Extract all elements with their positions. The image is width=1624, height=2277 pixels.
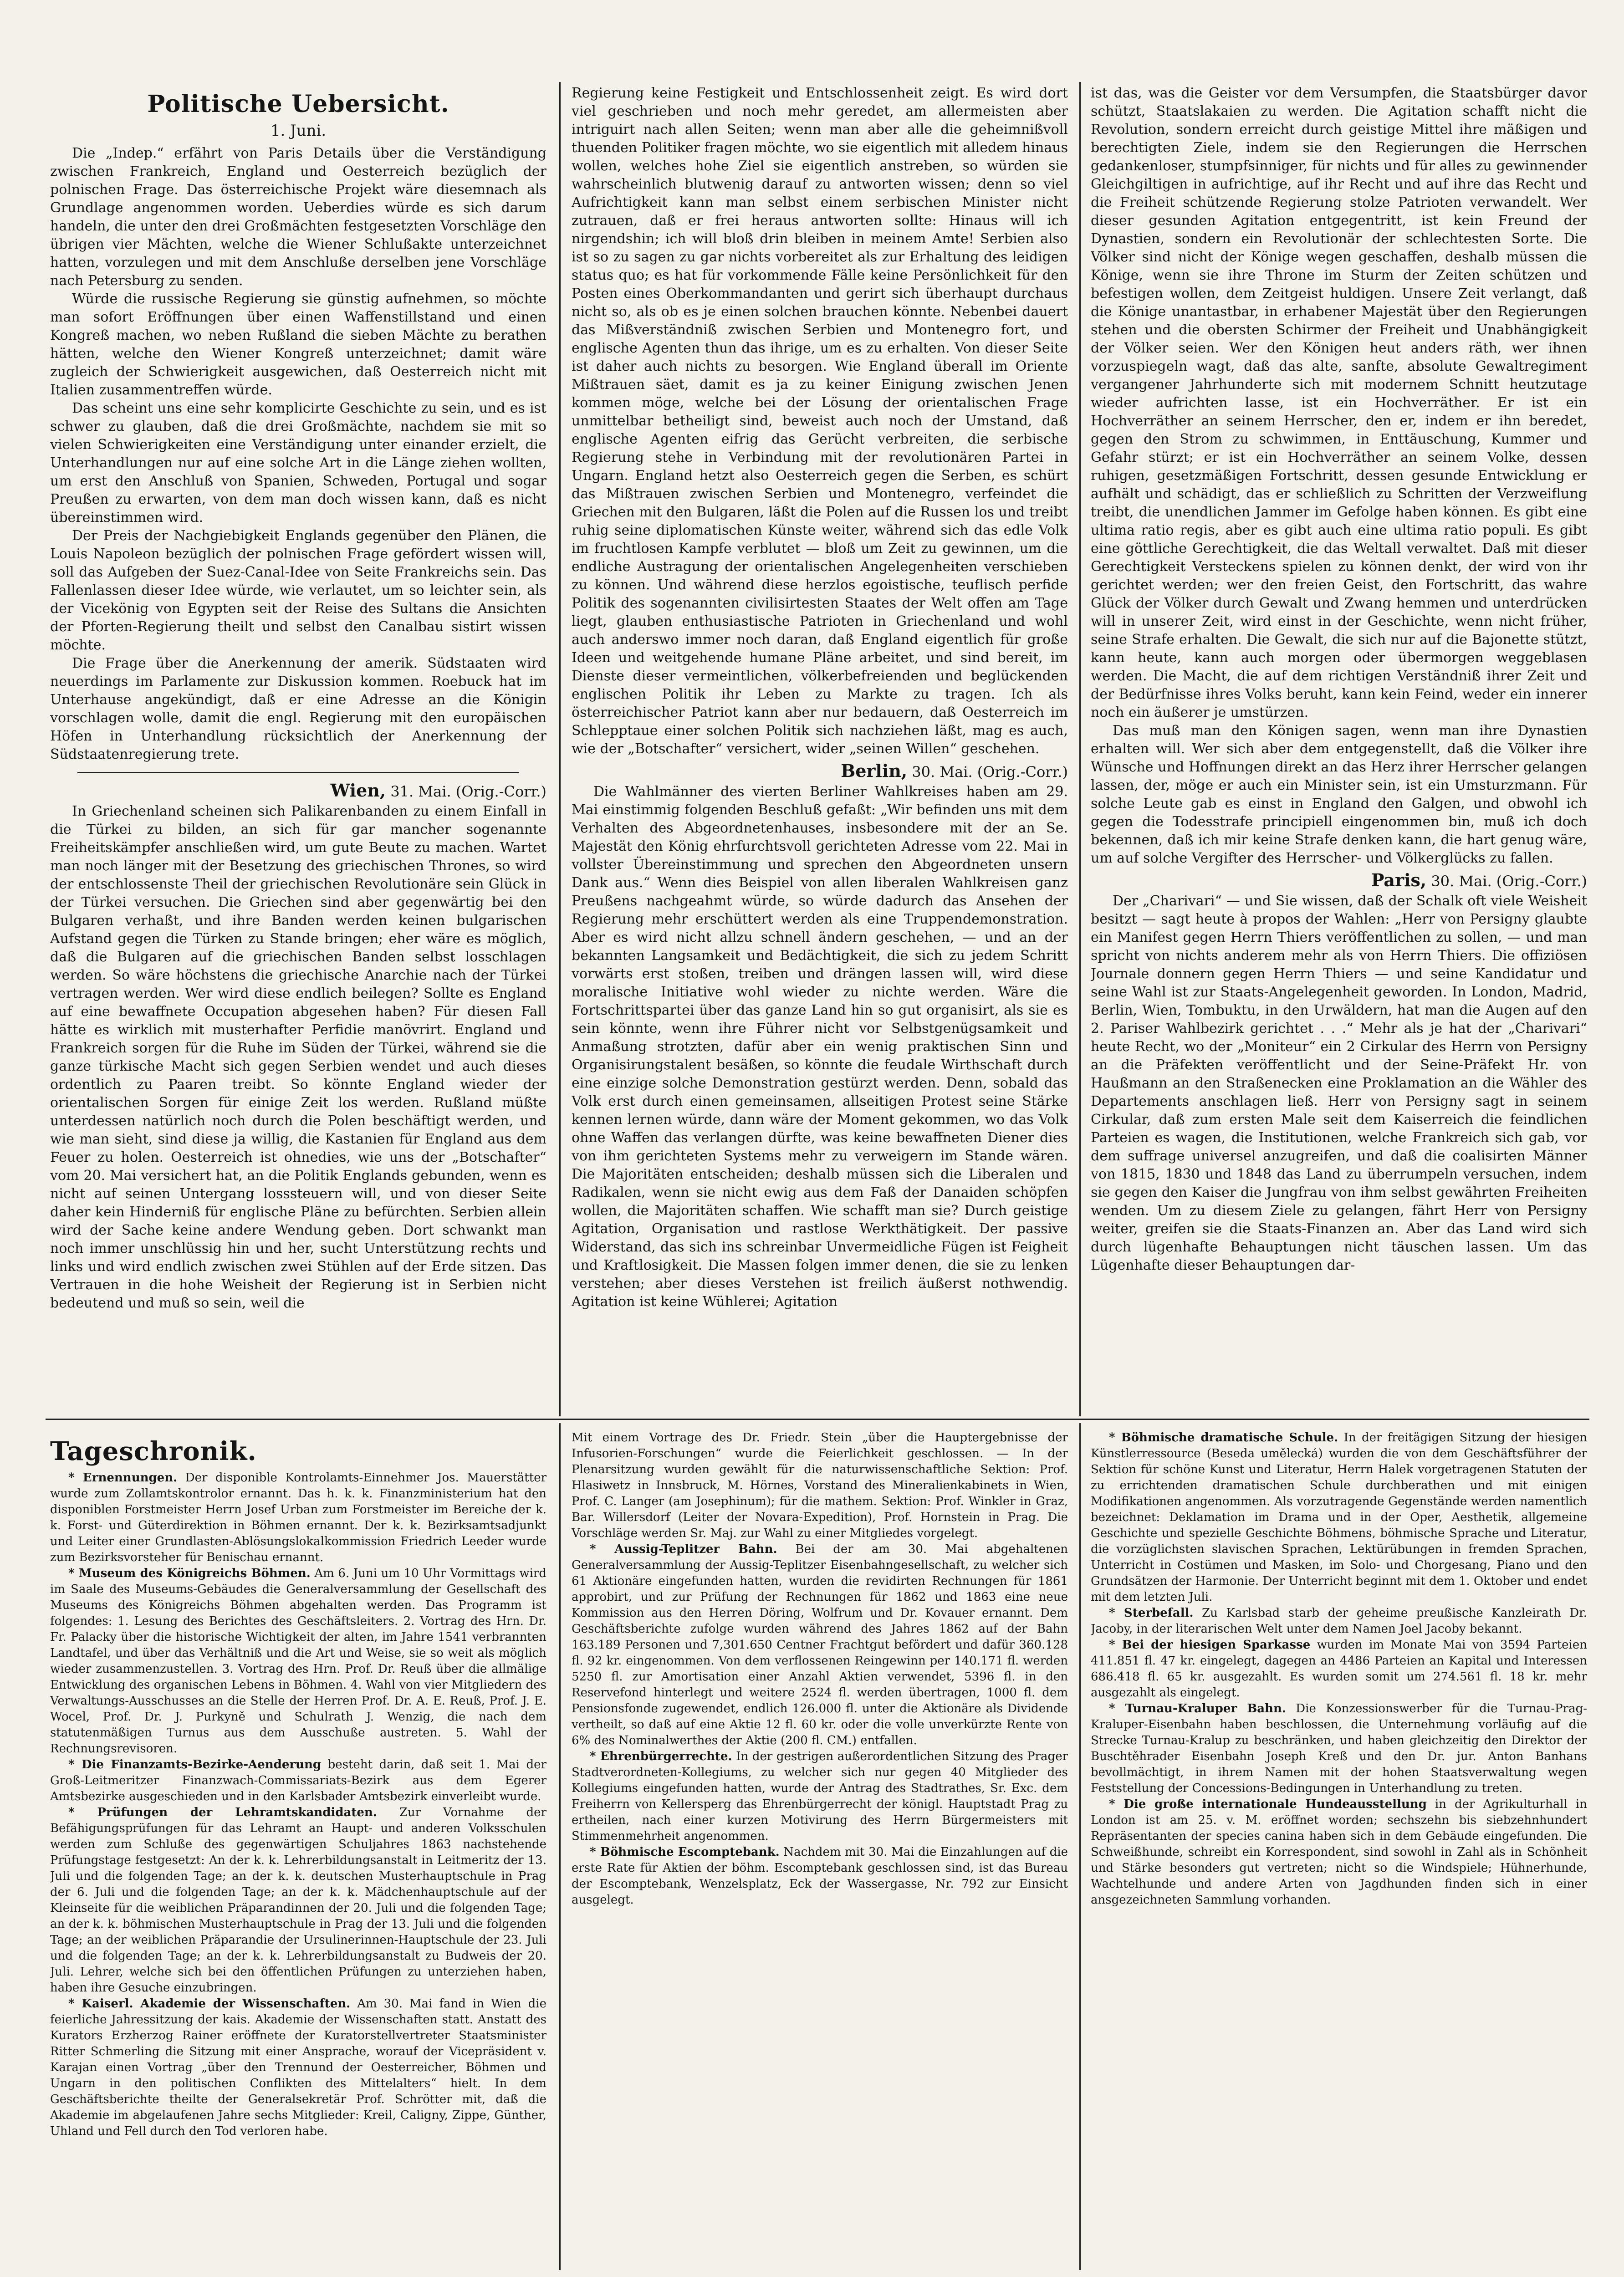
chronik-item (572, 1844, 1068, 1908)
wien-paragraph: In Griechenland scheinen sich Palikarenbanden zu einem Einfall in die Türkei zu bilden, an sich für gar mancher sogenannte Freiheitskämpfer anschließen wird, um gute Beute zu machen. Wartet man noch länger mit der Besetzung des griechischen Thrones, so wird der entschlossenste Theil der griechischen Revolutionäre sein Glück in der Türkei versuchen. Die Griechen sind aber gegenwärtig bei den Bulgaren verhaßt, und ihre Banden werden keinen bulgarischen Aufstand gegen die Türken zu Stande bringen; eher wäre es möglich, daß die Bulgaren auf die griechischen Banden selbst losschlagen werden. So wäre höchstens die griechische Anarchie nach der Türkei vertragen werden. Wer wird diese endlich beilegen? Sollte es England auf eine bewaffnete Occupation abgesehen haben? Für diesen Fall hätte es wirklich mit musterhafter Perfidie manövrirt. England und Frankreich sorgen für die Ruhe im Süden der Türkei, während sie die ganze türkische Macht sich gegen Serbien wendet und auch dieses ordentlich zu Paaren treibt. So könnte England wieder der orientalischen Sorgen für einige Zeit los werden. Rußland müßte unterdessen natürlich noch durch die Polen beschäftigt werden, und wie man sieht, sind diese ja willig, die Kastanien für England aus dem Feuer zu holen. Oesterreich ist ohnedies, wie uns der „Botschafter“ vom 20. Mai versichert hat, an die Politik Englands gebunden, wenn es nicht auf seinen Untergang losssteuern will, und von dieser Seite daher kein Hinderniß für englische Pläne zu befürchten. Serbien allein wird der Sache keine andere Wendung geben. Dort schwankt man noch immer unschlüssig hin und her, sucht Unterstützung rechts und links und wird endlich zwischen zwei Stühlen auf der Erde sitzen. Das Vertrauen in die hohe Weisheit der Regierung ist in Serbien nicht bedeutend und muß so sein, weil die (50, 803, 546, 1311)
section-rule (46, 1419, 1589, 1420)
chronik-item (50, 1470, 546, 1566)
column-rule (559, 1423, 561, 2270)
politics-paragraph: Die Frage über die Anerkennung der amerik. Südstaaten wird neuerdings im Parlamente zur Diskussion kommen. Roebuck hat im Unterhause angekündigt, daß er eine Adresse an die Königin vorschlagen wolle, damit die engl. Regierung mit den europäischen Höfen in Unterhandlung rücksichtlich der Anerkennung der Südstaatenregierung trete. (50, 655, 546, 762)
chronik-column-2 (572, 1430, 1068, 2277)
item-text: In der gestrigen außerordentlichen Sitzung des Prager Stadtverordneten-Kollegiums, zu welcher sich nur gegen 40 Mitglieder des Kollegiums eingefunden hatten, wurde der Antrag des Stadtrathes, Sr. Exc. dem Freiherrn von Kellersperg das Ehrenbürgerrecht der königl. Hauptstadt Prag zu ertheilen, nach einer kurzen Motivirung des Herrn Bürgermeisters mit Stimmenmehrheit angenommen. (572, 1750, 1068, 1843)
chronik-item (1091, 1797, 1587, 1908)
column-middle (572, 84, 1068, 1414)
column-rule (1079, 82, 1081, 1416)
item-text: besteht darin, daß seit 1. Mai der Groß-Leitmeritzer Finanzwach-Commissariats-Bezirk aus dem Egerer Amtsbezirke ausgeschieden und in den Karlsbader Amtsbezirk einverleibt wurde. (50, 1758, 546, 1803)
item-text: wurden im Monate Mai von 3594 Parteien 411.851 fl. 47 kr. eingelegt, dagegen an 4486 Parteien an Kapital und Interessen 686.418 fl. 65 kr. ausgezahlt. Es wurden somit um 274.561 fl. 18 kr. mehr ausgezahlt als eingelegt. (1091, 1638, 1587, 1700)
berlin-paragraph: Die Wahlmänner des vierten Berliner Wahlkreises haben am 29. Mai einstimmig folgenden Beschluß gefaßt: „Wir befinden uns mit dem Verhalten des Abgeordnetenhauses, insbesondere mit der an Se. Majestät den König ehrfurchtsvoll gerichteten Adresse vom 22. Mai in vollster Übereinstimmung und sprechen den Abgeordneten unsern Dank aus.“ Wenn dies Beispiel von allen liberalen Wahlkreisen ganz Preußens nachgeahmt würde, so würde dadurch das Ansehen der Regierung mehr erschüttert werden als eine Truppendemonstration. Aber es wird nicht allzu schnell ändern geschehen, — und an der bekannten Langsamkeit und Bedächtigkeit, die sich zu jedem Schritt vorwärts erst stoßen, treiben und drängen lassen will, wird diese moralische Initiative wohl wieder zu nichte werden. Wäre die Fortschrittspartei über das ganze Land hin so gut organisirt, als sie es sein könnte, wenn ihre Führer nicht vor Selbstgenügsamkeit und Anmaßung strotzten, dafür aber ein wenig praktischen Sinn und Organisirungstalent besäßen, so könnte die feudale Wirthschaft durch eine einzige solche Demonstration gestürzt werden. Denn, sobald das Volk erst durch einen gemeinsamen, allseitigen Protest seine Stärke kennen lernen würde, dann wäre der Moment gekommen, wo das Volk ohne Waffen das verlangen dürfte, was keine bewaffneten Diener dies von ihm gerichteten Systems mehr zu verweigern im Stande wären. Die Majoritäten entscheiden; deshalb müssen sich die Liberalen und Radikalen, wenn sie nicht ewig aus dem Faß der Danaiden schöpfen wollen, die Majoritäten schaffen. Wie schafft man sie? Durch geistige Agitation, Organisation und rastlose Werkthätigkeit. Der passive Widerstand, das sich ins schreinbar Unvermeidliche Fügen ist Feigheit und Kraftlosigkeit. Die Massen folgen immer denen, die sie zu lenken verstehen; aber dieses Verstehen ist freilich äußerst nothwendig. Agitation ist keine Wühlerei; Agitation (572, 784, 1068, 1310)
paris-paragraph: Der „Charivari“ — und Sie wissen, daß der Schalk oft viele Weisheit besitzt — sagt heute à propos der Wahlen: „Herr von Persigny glaubte ein Manifest gegen Herrn Thiers veröffentlichen zu sollen, — und man spricht von nichts anderem mehr als von Herrn Thiers. Die offiziösen Journale donnern gegen Herrn Thiers — und seine Kandidatur und seine Wahl ist zur Staats-Angelegenheit geworden. In London, Madrid, Berlin, Wien, Tombuktu, in den Urwäldern, hat man die Augen auf den 2. Pariser Wahlbezirk gerichtet . . .“ Mehr als je hat der „Charivari“ heute Recht, wo der „Moniteur“ ein 2 Cirkular des Herrn von Persigny an die Präfekten veröffentlicht und der Seine-Präfekt Hr. von Haußmann an den Straßenecken eine Proklamation an die Wähler des Departements anschlagen ließ. Herr von Persigny sagt in seinem Cirkular, daß zum ersten Male seit dem Kaiserreich die feindlichen Parteien es wagen, die Institutionen, welche Frankreich sich gab, vor dem suffrage universel anzugreifen, und daß die coalisirten Männer von 1815, 1830 und 1848 das Land zu überrumpeln versuchen, indem sie gegen den Kaiser die Jungfrau von ihm selbst gewährten Freiheiten wenden. Um zu diesem Ziele zu gelangen, fährt Herr von Persigny weiter, greifen sie die Staats-Finanzen an. Aber das Land wird sich durch lügenhafte Behauptungen nicht täuschen lassen. Um das Lügenhafte dieser Behauptungen dar- (1091, 893, 1587, 1273)
item-text: Der disponible Kontrolamts-Einnehmer Jos. Mauerstätter wurde zum Zollamtskontrolor ernannt. Das h. k. k. Finanzministerium hat den disponiblen Forstmeister Herrn Josef Urban zum Forstmeister im Bereiche der k. k. Forst- und Güterdirektion in Böhmen ernannt. Der k. k. Bezirksamtsadjunkt und Leiter einer Grundlasten-Ablösungslokalkommission Friedrich Leeder wurde zum Bezirksvorsteher für Benischau ernannt. (50, 1471, 546, 1564)
politics-paragraph: Der Preis der Nachgiebigkeit Englands gegenüber den Plänen, die Louis Napoleon bezüglich der polnischen Frage gefördert wissen will, soll das Aufgeben der Suez-Canal-Idee von Seite Frankreichs sein. Das Fallenlassen dieser Idee würde, wie verlautet, um so leichter sein, als der Vicekönig von Egypten seit der Reise des Sultans die Ansichten der Pforten-Regierung theilt und selbst den Canalbau sistirt wissen möchte. (50, 528, 546, 653)
item-text: Am 6. Juni um 10 Uhr Vormittags wird im Saale des Museums-Gebäudes die Generalversammlung der Gesellschaft des Museums des Königreichs Böhmen abgehalten werden. Das Programm ist folgendes: 1. Lesung des Berichtes des Geschäftsleiters. 2. Vortrag des Hrn. Dr. Fr. Palacky über die historische Wichtigkeit der alten, im Jahre 1541 verbrannten Landtafel, und über das Verhältniß und die Art und Weise, sie so weit als möglich wieder zusammenzustellen. 3. Vortrag des Hrn. Prof. Dr. Reuß über die allmälige Entwicklung des organischen Lebens in Böhmen. 4. Wahl von vier Mitgliedern des Verwaltungs-Ausschusses an die Stelle der Herren Prof. Dr. A. E. Reuß, Prof. J. E. Wocel, Prof. Dr. J. Purkyně und Schulrath J. Wenzig, die nach dem statutenmäßigen Turnus aus dem Ausschuße austreten. 5. Wahl der Rechnungsrevisoren. (50, 1567, 546, 1756)
chronik-item (1091, 1701, 1587, 1797)
chronik-column-1 (50, 1430, 546, 2277)
item-text: Zu Karlsbad starb der geheime preußische Kanzleirath Dr. Jacoby, in der literarischen Welt unter dem Namen Joel Jacoby bekannt. (1091, 1606, 1587, 1636)
item-head: * Ernennungen. (68, 1471, 178, 1485)
item-head: * Bei der hiesigen Sparkasse (1109, 1638, 1311, 1652)
item-head: * Die große internationale Hundeausstellung (1109, 1797, 1427, 1811)
item-text: Am 30. Mai fand in Wien die feierliche Jahressitzung der kais. Akademie der Wissenschaften statt. Anstatt des Kurators Erzherzog Rainer eröffnete der Kuratorstellvertreter Staatsminister Ritter Schmerling die Sitzung mit einer Ansprache, worauf der Vicepräsident v. Karajan einen Vortrag „über den Trennund der Oesterreicher, Böhmen und Ungarn in den politischen Conflikten des Mittelalters“ hielt. In dem Geschäftsberichte theilte der Generalsekretär Prof. Schrötter mit, daß die Akademie im abgelaufenen Jahre sechs Mitglieder: Kreil, Caligny, Zippe, Günther, Uhland und Fell durch den Tod verloren habe. (50, 1997, 546, 2138)
item-head: * Ehrenbürgerrechte. (590, 1750, 732, 1763)
politics-paragraph: Das scheint uns eine sehr komplicirte Geschichte zu sein, und es ist schwer zu glauben, daß die drei Großmächte, nachdem sie mit so vielen Schwierigkeiten eine Verständigung unter einander erzielt, die Unterhandlungen nur auf eine solche Art in die Länge ziehen wollten, um erst den Anschluß von Spanien, Schweden, Portugal und sogar Preußen zu erwarten, von dem man doch wissen kann, daß es nicht übereinstimmen wird. (50, 400, 546, 526)
column-rule (559, 82, 561, 1416)
chronik-item (1091, 1637, 1587, 1701)
item-text: In der freitägigen Sitzung der hiesigen Künstlerressource (Beseda umělecká) wurden die von dem Geschäftsführer der Sektion für schöne Kunst und Literatur, Herrn Halek vorgetragenen Statuten der zu errichtenden dramatischen Schule durchberathen und mit einigen Modifikationen angenommen. Als vorzutragende Gegenstände werden namentlich bezeichnet: Deklamation im Drama und in der Oper, Aesthetik, allgemeine Geschichte und spezielle Geschichte Böhmens, böhmische Sprache und Literatur, die vorzüglichsten slavischen Sprachen, Lektürübungen in fremden Sprachen, Unterricht in Costümen und Masken, im Solo- und Chorgesang, Piano und den Grundsätzen der Harmonie. Der Unterricht beginnt mit dem 1. Oktober und endet mit dem letzten Juli. (1091, 1431, 1587, 1604)
column-right (1091, 84, 1587, 1414)
wien-dateline (50, 781, 546, 801)
chronik-item (50, 1805, 546, 1996)
item-head: * Die Finanzamts-Bezirke-Aenderung (68, 1758, 322, 1772)
item-text: Die Konzessionswerber für die Turnau-Prag-Kraluper-Eisenbahn haben beschlossen, die Unternehmung vorläufig auf die Strecke Turnau-Kralup zu beschränken, und haben gleichzeitig den Direktor der Buschtěhrader Eisenbahn Joseph Kreß und den Dr. jur. Anton Banhans bevollmächtigt, in ihrem Namen mit der hohen Staatsverwaltung wegen Feststellung der Concessions-Bedingungen in Unterhandlung zu treten. (1091, 1702, 1587, 1795)
chronik-heading: Tageschronik. (50, 1436, 257, 1466)
chronik-item (1091, 1605, 1587, 1637)
item-text: Mit einem Vortrage des Dr. Friedr. Stein „über die Hauptergebnisse der Infusorien-Forschungen“ wurde die Feierlichkeit geschlossen. — In der Plenarsitzung wurden gewählt für die naturwissenschaftliche Sektion: Prof. Hlasiwetz in Innsbruck, M. Hörnes, Vorstand des Mineralienkabinets in Wien, Prof. C. Langer (am Josephinum); für die mathem. Sektion: Prof. Winkler in Graz, Bar. Willersdorf (Leiter der Novara-Expedition), Prof. Hornstein in Prag. Die Vorschläge werden Sr. Maj. zur Wahl zu einer Mitgliedes vorgelegt. (572, 1431, 1068, 1540)
item-head: * Kaiserl. Akademie der Wissenschaften. (68, 1997, 351, 2011)
berlin-date: 30. Mai. (Orig.-Corr.) (912, 763, 1068, 781)
item-head: * Sterbefall. (1109, 1606, 1194, 1620)
item-head: * Aussig-Teplitzer Bahn. (590, 1542, 777, 1556)
mid-paragraph: Regierung keine Festigkeit und Entschlossenheit zeigt. Es wird dort viel geschrieben und noch mehr geredet, am allermeisten aber intriguirt nach allen Seiten; wenn man aber alle die geheimnißvoll thuenden Politiker fragen möchte, wo sie eigentlich mit alledem hinaus wollen, welches hohe Ziel sie eigentlich anstreben, so würden sie wahrscheinlich blutwenig darauf zu antworten wissen; denn so viel Aufrichtigkeit kann man selbst einem serbischen Minister nicht zutrauen, daß er frei heraus antworten sollte: Hinaus will ich nirgendshin; ich will bloß drin bleiben in meinem Amte! Serbien also ist so zu sagen zu gar nichts vorbereitet als zur Erhaltung des leidigen status quo; es hat für vorkommende Fälle keine Persönlichkeit für den Posten eines Oberkommandanten und gerirt sich überhaupt durchaus nicht so, als ob es je einen solchen brauchen könnte. Nebenbei dauert das Mißverständniß zwischen Serbien und Montenegro fort, und englische Agenten thun das ihrige, um es zu erhalten. Von dieser Seite ist daher auch nichts zu besorgen. Wie England überall im Oriente Mißtrauen säet, damit es ja zu keiner Einigung zwischen Jenen kommen möge, welche bei der Lösung der orientalischen Frage unmittelbar betheiligt sind, beweist auch noch der Umstand, daß englische Agenten eifrig das Gerücht verbreiten, die serbische Regierung stehe in Verbindung mit der revolutionären Partei in Ungarn. England hetzt also Oesterreich gegen die Serben, es schürt das Mißtrauen zwischen Serbien und Montenegro, verfeindet die Griechen mit den Bulgaren, läßt die Polen auf die Russen los und treibt ruhig seine diplomatischen Künste weiter, während sich das edle Volk im fruchtlosen Kampfe verblutet — bloß um Zeit zu gewinnen, um die endliche Austragung der orientalischen Angelegenheiten verschieben zu können. Und während diese herzlos egoistische, teuflisch perfide Politik des sogenannten civilisirtesten Staates der Welt offen am Tage liegt, glauben enthusiastische Patrioten in Griechenland und wohl auch anderswo immer noch daran, daß England eigentlich für große Ideen und weitgehende humane Pläne arbeitet, und sind bereit, im Dienste dieser vermeintlichen, völkerbefreienden und beglückenden englischen Politik ihr Leben zu Markte zu tragen. Ich als österreichischer Patriot kann aber nur bedauern, daß Oesterreich im Schlepptaue einer solchen Politik sich nachziehen läßt, mag es auch, wie der „Botschafter“ versichert, wider „seinen Willen“ geschehen. (572, 85, 1068, 757)
wien-date: 31. Mai. (Orig.-Corr.) (390, 783, 546, 800)
politics-date: 1. Juni. (270, 122, 327, 140)
column-rule (1079, 1423, 1081, 2270)
right-paragraph: ist das, was die Geister vor dem Versumpfen, die Staatsbürger davor schützt, Staatslakaien zu werden. Die Agitation schafft nicht die Revolution, sondern erreicht durch geistige Mittel ihre mäßigen und berechtigten Ziele, indem sie den Regierungen die Herrschen gedankenloser, stumpfsinniger, für nichts und für alles zu gewinnender Gleichgiltigen in aufrichtige, auf ihr Recht und auf ihre das Recht und die Freiheit schützende Regierung stolze Patrioten verwandelt. Wer dieser gesunden Agitation entgegentritt, ist kein Freund der Dynastien, sondern ein Revolutionär der schlechtesten Sorte. Die Völker sind nicht der Könige wegen geschaffen, deshalb müssen die Könige, wenn sie ihre Throne im Sturm der Zeiten schützen und befestigen wollen, dem Zeitgeist huldigen. Unsere Zeit verlangt, daß die Könige unantastbar, in erhabener Majestät über den Regierungen stehen und die obersten Schirmer der Freiheit und Unabhängigkeit der Völker seien. Wer den Königen heut anders räth, wer ihnen vorzuspiegeln wagt, daß das alte, sanfte, absolute Gewaltregiment vergangener Jahrhunderte sich mit modernem Schnitt heutzutage wieder aufrichten lasse, ist ein Hochverräther. Er ist ein Hochverräther an seinem Herrscher, den er, indem er ihn beredet, gegen den Strom zu schwimmen, in Enttäuschung, Kummer und Gefahr stürzt; er ist ein Hochverräther an seinem Volke, dessen ruhigen, gesetzmäßigen Fortschritt, dessen gesunde Entwicklung er aufhält und schädigt, das er schließlich zu Schritten der Verzweiflung treibt, die unendlichen Jammer im Gefolge haben können. Es gibt eine ultima ratio regis, aber es gibt auch eine ultima ratio populi. Es gibt eine göttliche Gerechtigkeit, die das Weltall verwaltet. Daß mit dieser Gerechtigkeit Versteckens spielen zu können denkt, der wird von ihr gerichtet werden; wer den freien Geist, den Fortschritt, das wahre Glück der Völker durch Gewalt und Zwang hemmen und unterdrücken will in unserer Zeit, wird einst in der Geschichte, wenn nicht früher, seine Strafe erhalten. Die Gewalt, die sich nur auf die Bajonette stützt, kann heute, kann auch morgen oder übermorgen weggeblasen werden. Die Macht, die auf dem richtigen Verständniß ihrer Zeit und der Bedürfnisse ihres Volks beruht, kann kein Feind, weder ein innerer noch ein äußerer je umstürzen. (1091, 85, 1587, 720)
wien-place: Wien, (330, 780, 386, 801)
politics-heading: Politische Uebersicht. (147, 90, 449, 118)
chronik-item (572, 1542, 1068, 1749)
berlin-place: Berlin, (841, 761, 908, 781)
berlin-dateline (572, 762, 1068, 781)
item-head: * Turnau-Kraluper Bahn. (1109, 1702, 1286, 1715)
chronik-item (50, 1566, 546, 1757)
chronik-item (50, 1996, 546, 2139)
section-divider (77, 772, 519, 773)
chronik-item (572, 1749, 1068, 1844)
chronik-item (1091, 1430, 1587, 1605)
item-text: Nachdem mit 30. Mai die Einzahlungen auf die erste Rate für Aktien der böhm. Escomptebank geschlossen sind, ist das Bureau der Escomptebank, Wenzelsplatz, Eck der Wassergasse, Nr. 792 zur Einsicht ausgelegt. (572, 1845, 1068, 1907)
paris-dateline (1091, 871, 1587, 890)
item-text: in der Agrikulturhall in London ist am 25. v. M. eröffnet worden; sechszehn bis siebzehnhundert Repräsentanten der species canina haben sich in dem Gebäude eingefunden. Die Schweißhunde, schreibt ein Korrespondent, sind sowohl in Zahl als in Schönheit und Stärke besonders gut vertreten; nicht so die Windspiele; Hühnerhunde, Wachtelhunde und andere Arten von Jagdhunden finden sich in einer ansgezeichneten Sammlung vorhanden. (1091, 1797, 1587, 1907)
politics-paragraph: Die „Indep.“ erfährt von Paris Details über die Verständigung zwischen Frankreich, England und Oesterreich bezüglich der polnischen Frage. Das österreichische Projekt wäre diesemnach als Grundlage angenommen worden. Ueberdies würde es sich darum handeln, die unter den drei Großmächten festgesetzten Vorschläge den übrigen vier Mächten, welche die Wiener Schlußakte unterzeichnet hatten, vorzulegen und mit dem Anschluße derselben jene Vorschläge nach Petersburg zu senden. (50, 145, 546, 289)
right-paragraph: Das muß man den Königen sagen, wenn man ihre Dynastien erhalten will. Wer sich aber dem entgegenstellt, daß die Völker ihre Wünsche und Hoffnungen direkt an das Herz ihrer Herrscher gelangen lassen, der, möge er auch ein Minister sein, ist ein Umsturzmann. Für solche Leute gab es einst in England den Galgen, und obwohl ich gegen die Todesstrafe principiell eingenommen bin, muß ich doch bekennen, daß ich mir keine Strafe denken kann, die hart genug wäre, um auf solche Vergifter des Herrscher- und Völkerglücks zu fallen. (1091, 723, 1587, 866)
item-head: * Böhmische Escomptebank. (590, 1845, 780, 1859)
chronik-column-3 (1091, 1430, 1587, 2277)
chronik-item (572, 1430, 1068, 1542)
item-text: Zur Vornahme der Befähigungsprüfungen für das Lehramt an Haupt- und anderen Volksschulen werden zum Schluße des gegenwärtigen Schuljahres 1863 nachstehende Prüfungstage festgesetzt: An der k. k. Lehrerbildungsanstalt in Leitmeritz der 13. Juli und die folgenden Tage; an der k. k. deutschen Musterhauptschule in Prag der 6. Juli und die folgenden Tage; an der k. k. Mädchenhauptschule auf der Kleinseite für die weiblichen Präparandinnen der 20. Juli und die folgenden Tage; an der k. k. böhmischen Musterhauptschule in Prag der 13. Juli und die folgenden Tage; an der weiblichen Präparandie der Ursulinerinnen-Hauptschule der 23. Juli und die folgenden Tage; an der k. k. Lehrerbildungsanstalt zu Budweis der 20. Juli. Lehrer, welche sich bei den öffentlichen Prüfungen zu unterziehen haben, haben ihre Gesuche einzubringen. (50, 1806, 546, 1995)
item-text: Bei der am 30. Mai abgehaltenen Generalversammlung der Aussig-Teplitzer Eisenbahngesellschaft, zu welcher sich 61 Aktionäre eingefunden hatten, wurden die revidirten Rechnungen für 1861 approbirt, und zur Prüfung der Rechnungen für 1862 und 1863 eine neue Kommission aus den Herren Döring, Wolfrum und Dr. Kovauer ernannt. Dem Geschäftsberichte zufolge wurden während des Jahres 1862 auf der Bahn 163.189 Personen und 7,301.650 Centner Frachtgut befördert und dafür 360.128 fl. 92 kr. eingenommen. Von dem verflossenen Reingewinn per 140.171 fl. werden 5250 fl. zur Amortisation einer Anzahl Aktien verwendet, 5396 fl. in den Reservefond hinterlegt und weitere 2524 fl. werden übertragen, 1000 fl. dem Pensionsfonde zugewendet, endlich 126.000 fl. unter die Aktionäre als Dividende vertheilt, so daß auf eine Aktie 12 fl. 60 kr. oder die volle unverkürzte Rente von 6% des Nominalwerthes der Aktie (200 fl. CM.) entfallen. (572, 1542, 1068, 1747)
paris-place: Paris, (1371, 870, 1427, 890)
item-head: * Prüfungen der Lehramtskandidaten. (68, 1806, 377, 1819)
paris-date: 30. Mai. (Orig.-Corr.) (1431, 873, 1587, 890)
item-head: * Museum des Königreichs Böhmen. (68, 1567, 311, 1580)
chronik-item (50, 1757, 546, 1805)
column-politics (50, 84, 546, 1414)
item-head: * Böhmische dramatische Schule. (1109, 1431, 1338, 1445)
politics-paragraph: Würde die russische Regierung sie günstig aufnehmen, so möchte man sofort Eröffnungen über einen Waffenstillstand und einen Kongreß machen, wo neben Rußland die sieben Mächte zu berathen hätten, welche den Wiener Kongreß unterzeichnet; damit wäre zugleich der Schwierigkeit ausgewichen, daß Oesterreich nicht mit Italien zusammentreffen würde. (50, 291, 546, 398)
